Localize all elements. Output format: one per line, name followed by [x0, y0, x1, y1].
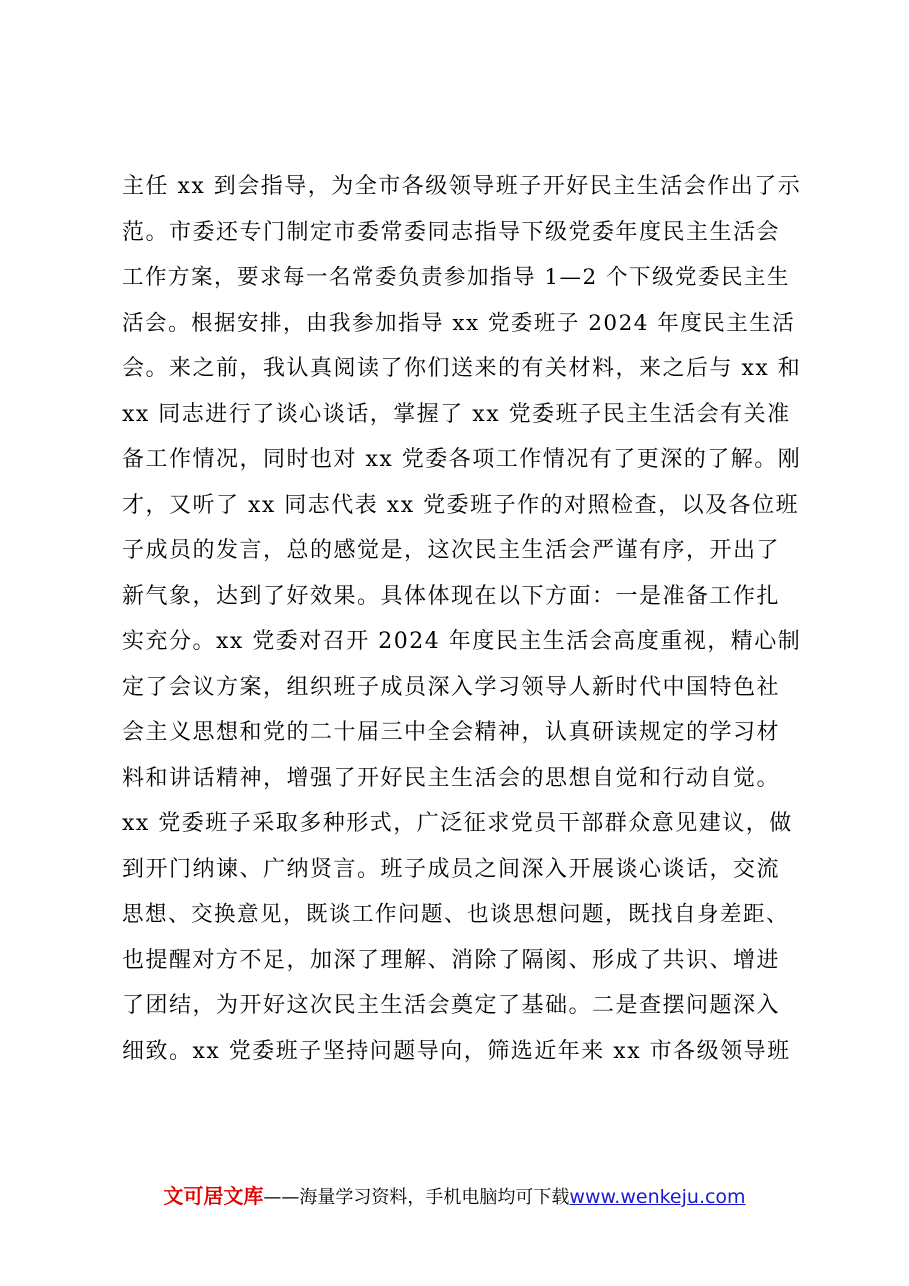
- text-line: 定了会议方案，组织班子成员深入学习领导人新时代中国特色社: [122, 674, 781, 700]
- footer: [0, 1182, 909, 1212]
- text-line: 主任 xx 到会指导，为全市各级领导班子开好民主生活会作出了示: [122, 174, 802, 199]
- text-line: 子成员的发言，总的感觉是，这次民主生活会严谨有序，开出了: [122, 538, 781, 563]
- text-line: 才，又听了 xx 同志代表 xx 党委班子作的对照检查，以及各位班: [122, 492, 800, 518]
- text-line: 会主义思想和党的二十届三中全会精神，认真研读规定的学习材: [122, 720, 781, 745]
- text-line: 到开门纳谏、广纳贤言。班子成员之间深入开展谈心谈话，交流: [122, 856, 781, 882]
- text-line: 细致。xx 党委班子坚持问题导向，筛选近年来 xx 市各级领导班: [122, 1038, 791, 1064]
- document-body: [122, 164, 802, 1074]
- footer-brand: 文可居文库: [163, 1184, 264, 1208]
- text-line: 实充分。xx 党委对召开 2024 年度民主生活会高度重视，精心制: [122, 629, 802, 654]
- text-line: 了团结，为开好这次民主生活会奠定了基础。二是查摆问题深入: [122, 993, 781, 1018]
- text-line: 会。来之前，我认真阅读了你们送来的有关材料，来之后与 xx 和: [122, 356, 802, 381]
- text-line: 也提醒对方不足，加深了理解、消除了隔阂、形成了共识、增进: [122, 947, 781, 973]
- footer-website-link[interactable]: www.wenkeju.com: [569, 1186, 746, 1208]
- text-line: 新气象，达到了好效果。具体体现在以下方面：一是准备工作扎: [122, 583, 781, 609]
- text-line: xx 党委班子采取多种形式，广泛征求党员干部群众意见建议，做: [122, 811, 793, 836]
- text-line: xx 同志进行了谈心谈话，掌握了 xx 党委班子民主生活会有关准: [122, 401, 791, 427]
- text-line: 备工作情况，同时也对 xx 党委各项工作情况有了更深的了解。刚: [122, 447, 802, 472]
- text-line: 工作方案，要求每一名常委负责参加指导 1—2 个下级党委民主生: [122, 265, 791, 290]
- text-line: 料和讲话精神，增强了开好民主生活会的思想自觉和行动自觉。: [122, 765, 781, 791]
- text-line: 活会。根据安排，由我参加指导 xx 党委班子 2024 年度民主生活: [122, 310, 796, 336]
- text-line: 范。市委还专门制定市委常委同志指导下级党委年度民主生活会: [122, 219, 781, 245]
- text-line: 思想、交换意见，既谈工作问题、也谈思想问题，既找自身差距、: [122, 902, 790, 927]
- footer-tagline: ——海量学习资料，手机电脑均可下载: [263, 1187, 570, 1208]
